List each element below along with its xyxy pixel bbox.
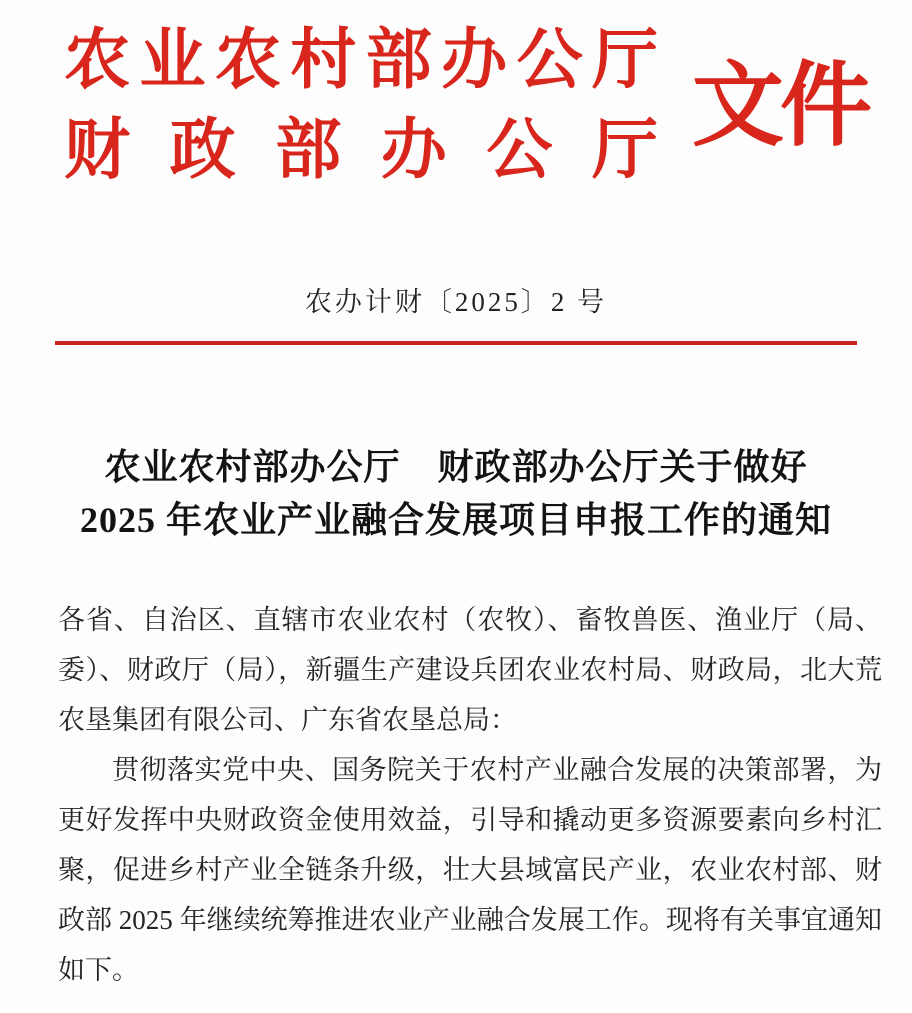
notice-title-line1: 农业农村部办公厅 财政部办公厅关于做好	[104, 447, 808, 487]
letterhead-issuing-orgs	[64, 24, 658, 187]
notice-title-line2: 2025 年农业产业融合发展项目申报工作的通知	[79, 500, 832, 540]
document-number: 农办计财〔2025〕2 号	[304, 287, 608, 317]
letterhead-org-finance: 财政部办公厅	[64, 114, 658, 187]
body-paragraph: 贯彻落实党中央、国务院关于农村产业融合发展的决策部署，为更好发挥中央财政资金使用效益，引导和撬动更多资源要素向乡村汇聚，促进乡村产业全链条升级，壮大县域富民产业，农业农村部、财政部 2025 年继续统筹推进农业产业融合发展工作。现将有关事宜通知如下。	[58, 755, 882, 985]
red-separator-line	[55, 341, 857, 345]
notice-title	[0, 441, 912, 547]
letterhead-document-mark: 文件	[692, 55, 869, 157]
salutation-paragraph: 各省、自治区、直辖市农业农村（农牧）、畜牧兽医、渔业厅（局、委）、财政厅（局），新疆生产建设兵团农业农村局、财政局，北大荒农垦集团有限公司、广东省农垦总局：	[58, 605, 882, 735]
letterhead-org-agriculture: 农业农村部办公厅	[64, 24, 658, 97]
document-body	[58, 595, 882, 995]
